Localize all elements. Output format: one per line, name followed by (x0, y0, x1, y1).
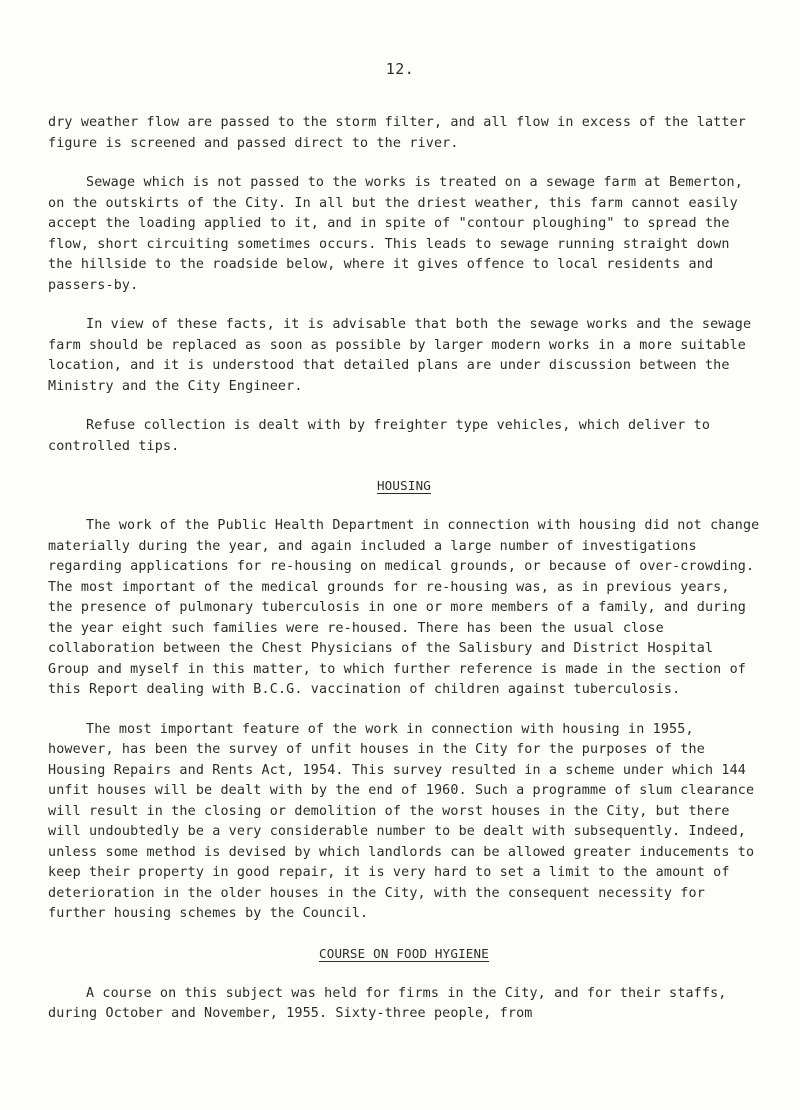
paragraph-unfit-houses: The most important feature of the work in connection with housing in 1955, however, has been the survey of unfit houses in the City for the purposes of the Housing Repairs and Rents Act, 1954. This survey resulted in a scheme under which 144 unfit houses will be dealt with by the end of 1960. Such a programme of slum clearance will result in the closing or demolition of the worst houses in the City, but there will undoubtedly be a very considerable number to be dealt with subsequently. Indeed, unless some method is devised by which landlords can be allowed greater inducements to keep their property in good repair, it is very hard to set a limit to the amount of deterioration in the older houses in the City, with the consequent necessity for further housing schemes by the Council. (48, 721, 755, 921)
section-heading-housing (48, 476, 760, 496)
page-number: 12. (385, 60, 415, 78)
paragraph-storm-filter: dry weather flow are passed to the storm filter, and all flow in excess of the latter figure is screened and passed direct to the river. (48, 115, 747, 151)
heading-text-housing: HOUSING (376, 478, 432, 493)
paragraph-replacement-works: In view of these facts, it is advisable that both the sewage works and the sewage farm should be replaced as soon as possible by larger modern works in a more suitable location, and it is understood that detailed plans are under discussion between the Ministry and the City Engineer. (48, 317, 752, 394)
paragraph-sewage-farm: Sewage which is not passed to the works is treated on a sewage farm at Bemerton, on the outskirts of the City. In all but the driest weather, this farm cannot easily accept the loading applied to it, and in spite of "contour ploughing" to spread the flow, short circuiting sometimes occurs. This leads to sewage running straight down the hillside to the roadside below, where it gives offence to local residents and passers-by. (48, 175, 743, 293)
section-heading-food-hygiene (48, 944, 760, 964)
paragraph-housing-work: The work of the Public Health Department in connection with housing did not change materially during the year, and again included a large number of investigations regarding applications for re-housing on medical grounds, or because of over-crowding. The most important of the medical grounds for re-housing was, as in previous years, the presence of pulmonary tuberculosis in one or more members of a family, and during the year eight such families were re-housed. There has been the usual close collaboration between the Chest Physicians of the Salisbury and District Hospital Group and myself in this matter, to which further reference is made in the section of this Report dealing with B.C.G. vaccination of children against tuberculosis. (48, 518, 760, 697)
paragraph-refuse-collection: Refuse collection is dealt with by freighter type vehicles, which deliver to controlled tips. (48, 418, 711, 454)
page-content (48, 113, 760, 1044)
paragraph-food-hygiene-course: A course on this subject was held for firms in the City, and for their staffs, during October and November, 1955. Sixty-three people, from (48, 985, 727, 1021)
heading-text-food-hygiene: COURSE ON FOOD HYGIENE (319, 945, 489, 961)
